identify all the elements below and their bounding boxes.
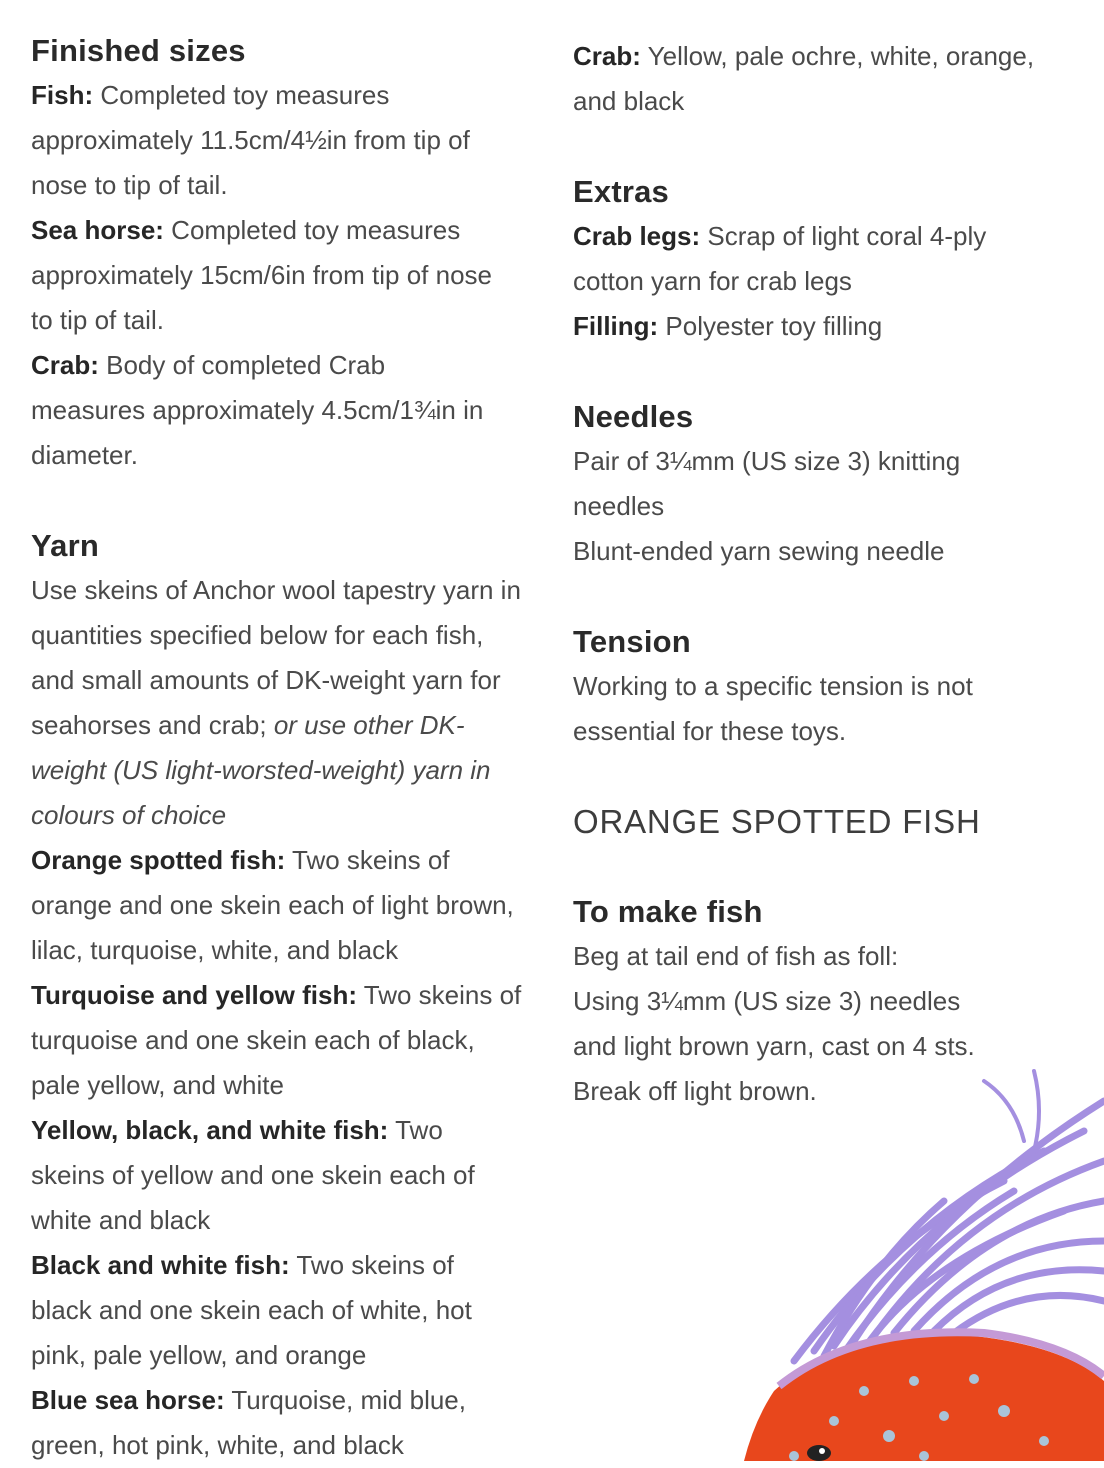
yellow-fish-yarn [31,1108,481,1243]
finished-sizes-heading: Finished sizes [31,33,246,68]
blue-seahorse-yarn [31,1378,501,1468]
extras-heading: Extras [573,174,669,209]
crab-legs [573,214,1033,304]
black-white-fish-text: Two skeins of black and one skein each of white, hot pink, pale yellow, and orange [31,1250,472,1370]
crab-size [31,343,491,478]
black-white-fish-label: Black and white fish: [31,1250,290,1280]
turquoise-fish-text: Two skeins of turquoise and one skein each of black, pale yellow, and white [31,980,522,1100]
yarn-heading: Yarn [31,528,100,563]
turquoise-fish-yarn [31,973,526,1108]
yellow-fish-label: Yellow, black, and white fish: [31,1115,389,1145]
crab-yarn-text: Yellow, pale ochre, white, orange, and black [573,41,1035,116]
tension-heading: Tension [573,624,691,659]
filling-text: Polyester toy filling [658,311,883,341]
crab-size-text: Body of completed Crab measures approximately 4.5cm/1¾in in diameter. [31,350,484,470]
blue-seahorse-label: Blue sea horse: [31,1385,225,1415]
crab-yarn-label: Crab: [573,41,641,71]
filling [573,304,1083,349]
seahorse-size-text: Completed toy measures approximately 15cm/6in from tip of nose to tip of tail. [31,215,492,335]
tension-text: Working to a specific tension is not essential for these toys. [573,671,973,746]
fish-eye [807,1445,831,1461]
left-column [31,28,551,1468]
seahorse-size [31,208,501,343]
blue-seahorse-text: Turquoise, mid blue, green, hot pink, white, and black [31,1385,466,1460]
filling-label: Filling: [573,311,659,341]
crab-label: Crab: [31,350,99,380]
make-step-2: Using 3¼mm (US size 3) needles and light brown yarn, cast on 4 sts. [573,986,975,1061]
crab-legs-label: Crab legs: [573,221,701,251]
knitted-fish-photo [684,1061,1104,1461]
yarn-alternative: or use other DK-weight (US light-worsted-weight) yarn in colours of choice [31,710,491,830]
yarn-text: Use skeins of Anchor wool tapestry yarn in quantities specified below for each fish, and small amounts of DK-weight yarn for seahorses and crab; [31,575,521,740]
make-step-1: Beg at tail end of fish as foll: [573,941,899,971]
seahorse-label: Sea horse: [31,215,164,245]
yarn-description [31,568,526,838]
needles-pair: Pair of 3¼mm (US size 3) knitting needles [573,446,961,521]
orange-fish-label: Orange spotted fish: [31,845,286,875]
yellow-fish-text: Two skeins of yellow and one skein each of white and black [31,1115,475,1235]
turquoise-fish-label: Turquoise and yellow fish: [31,980,357,1010]
fish-size [31,73,471,208]
fish-size-text: Completed toy measures approximately 11.5cm/4½in from tip of nose to tip of tail. [31,80,470,200]
needles-heading: Needles [573,399,694,434]
right-column [573,34,1083,1114]
sewing-needle: Blunt-ended yarn sewing needle [573,536,945,566]
make-fish-heading: To make fish [573,894,763,929]
orange-fish-text: Two skeins of orange and one skein each of light brown, lilac, turquoise, white, and black [31,845,514,965]
crab-legs-text: Scrap of light coral 4-ply cotton yarn for crab legs [573,221,987,296]
fish-label: Fish: [31,80,94,110]
make-step-3: Break off light brown. [573,1076,817,1106]
section-title: ORANGE SPOTTED FISH [573,803,981,840]
crab-yarn [573,34,1073,124]
black-white-fish-yarn [31,1243,511,1378]
lilac-fin-strands [794,1071,1104,1361]
eye-highlight [819,1448,825,1454]
orange-fish-yarn [31,838,526,973]
